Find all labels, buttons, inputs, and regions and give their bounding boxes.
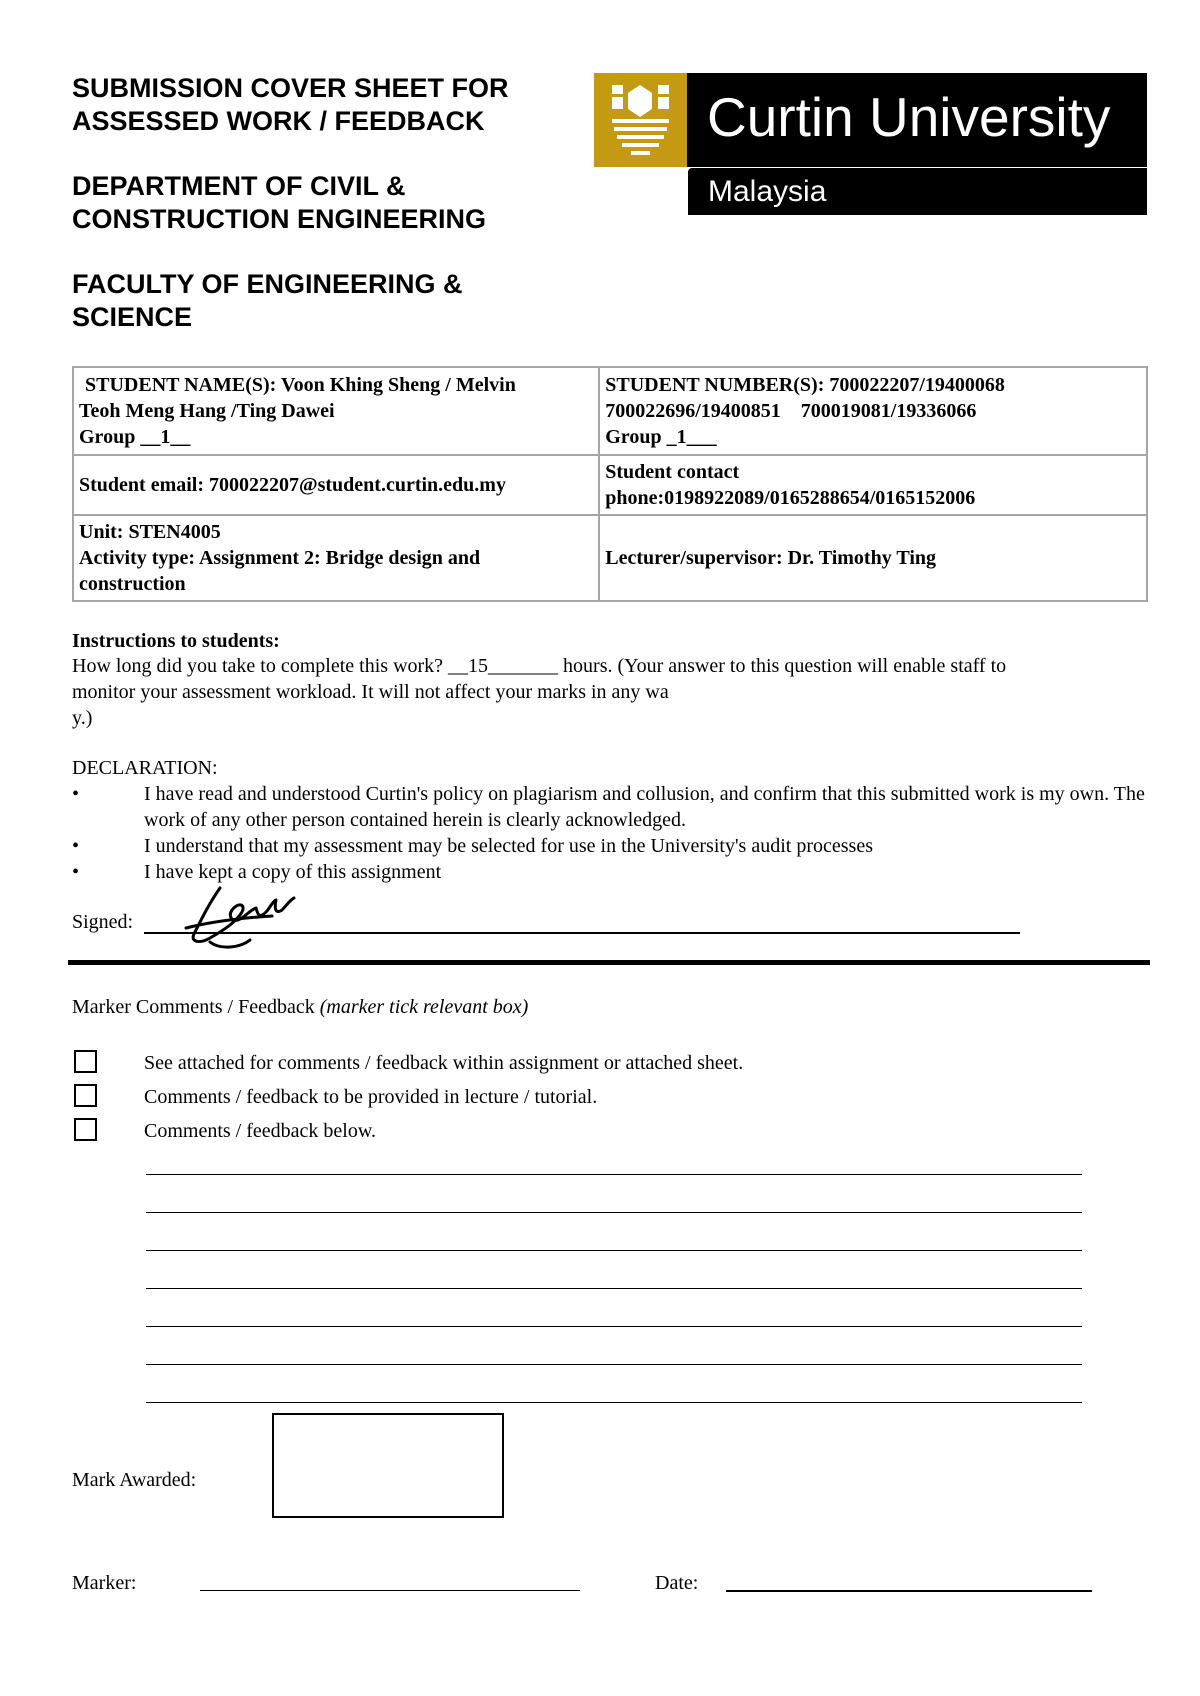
instructions-line-2: monitor your assessment workload. It will not affect your marks in any wa bbox=[72, 681, 669, 703]
department-heading bbox=[72, 170, 486, 236]
bullet-icon: • bbox=[72, 835, 80, 857]
instructions-line-1: How long did you take to complete this work? __15_______ hours. (Your answer to this question will enable staff to bbox=[72, 655, 1007, 677]
department-line-2: CONSTRUCTION ENGINEERING bbox=[72, 204, 487, 234]
faculty-line-1: FACULTY OF ENGINEERING & bbox=[72, 269, 463, 299]
declaration-text: I have kept a copy of this assignment bbox=[144, 861, 442, 883]
feedback-writing-line[interactable] bbox=[146, 1402, 1082, 1403]
title-line-2: ASSESSED WORK / FEEDBACK bbox=[72, 106, 485, 136]
student-contact-cell bbox=[599, 455, 1147, 515]
feedback-writing-line[interactable] bbox=[146, 1288, 1082, 1289]
logo-name-block bbox=[687, 73, 1147, 167]
department-line-1: DEPARTMENT OF CIVIL & bbox=[72, 171, 406, 201]
feedback-writing-line[interactable] bbox=[146, 1212, 1082, 1213]
checkbox[interactable] bbox=[74, 1084, 97, 1107]
logo-university-name: Curtin University bbox=[707, 86, 1111, 148]
student-email: Student email: 700022207@student.curtin.edu.my bbox=[79, 474, 506, 496]
student-names-cell bbox=[73, 367, 599, 455]
signature-image bbox=[180, 882, 300, 954]
marker-comments-title: Marker Comments / Feedback bbox=[72, 996, 315, 1018]
declaration-title: DECLARATION: bbox=[72, 757, 218, 779]
instructions-title: Instructions to students: bbox=[72, 630, 280, 652]
table-row bbox=[73, 515, 1147, 601]
group-left: Group __1__ bbox=[79, 426, 191, 448]
marker-label: Marker: bbox=[72, 1572, 137, 1594]
lecturer-cell bbox=[599, 515, 1147, 601]
contact-line-2: phone:0198922089/0165288654/0165152006 bbox=[605, 487, 976, 509]
crest-graphic bbox=[594, 73, 687, 167]
contact-line-1: Student contact bbox=[605, 461, 740, 483]
unit-activity-cell bbox=[73, 515, 599, 601]
marker-comments-label bbox=[72, 994, 528, 1020]
table-row bbox=[73, 455, 1147, 515]
feedback-writing-line[interactable] bbox=[146, 1326, 1082, 1327]
feedback-option-label: Comments / feedback to be provided in lecture / tutorial. bbox=[144, 1086, 598, 1108]
feedback-writing-line[interactable] bbox=[146, 1364, 1082, 1365]
date-line[interactable] bbox=[726, 1590, 1092, 1592]
bullet-icon: • bbox=[72, 861, 80, 883]
student-numbers-line-2: 700022696/19400851 700019081/19336066 bbox=[605, 400, 977, 422]
mark-awarded-box[interactable] bbox=[272, 1413, 504, 1518]
section-divider bbox=[68, 960, 1150, 965]
title-line-1: SUBMISSION COVER SHEET FOR bbox=[72, 73, 509, 103]
group-right: Group _1___ bbox=[605, 426, 717, 448]
checkbox[interactable] bbox=[74, 1118, 97, 1141]
marker-comments-hint: (marker tick relevant box) bbox=[319, 996, 529, 1018]
faculty-line-2: SCIENCE bbox=[72, 302, 193, 332]
student-email-cell bbox=[73, 455, 599, 515]
bullet-icon: • bbox=[72, 783, 80, 805]
table-row bbox=[73, 367, 1147, 455]
feedback-writing-line[interactable] bbox=[146, 1174, 1082, 1175]
student-numbers-line-1: STUDENT NUMBER(S): 700022207/19400068 bbox=[605, 374, 1005, 396]
logo-campus-name: Malaysia bbox=[708, 175, 827, 208]
feedback-option-label: Comments / feedback below. bbox=[144, 1120, 376, 1142]
student-names-line-2: Teoh Meng Hang /Ting Dawei bbox=[79, 400, 335, 422]
logo-campus-block bbox=[688, 168, 1147, 215]
date-label: Date: bbox=[655, 1572, 699, 1594]
faculty-heading bbox=[72, 268, 463, 334]
declaration-text: I have read and understood Curtin's policy on plagiarism and collusion, and confirm that this submitted work is my own. The work of any other person contained herein is clearly acknowledged. bbox=[144, 783, 1145, 831]
student-numbers-cell bbox=[599, 367, 1147, 455]
signed-label: Signed: bbox=[72, 911, 134, 933]
lecturer-name: Lecturer/supervisor: Dr. Timothy Ting bbox=[605, 547, 937, 569]
mark-awarded-label: Mark Awarded: bbox=[72, 1469, 197, 1491]
cover-sheet-title bbox=[72, 72, 509, 138]
instructions-line-3: y.) bbox=[72, 707, 93, 729]
marker-name-line[interactable] bbox=[200, 1590, 580, 1591]
feedback-writing-line[interactable] bbox=[146, 1250, 1082, 1251]
student-names-line-1: STUDENT NAME(S): Voon Khing Sheng / Melvin bbox=[85, 374, 516, 396]
feedback-option-label: See attached for comments / feedback within assignment or attached sheet. bbox=[144, 1052, 744, 1074]
activity-line-1: Activity type: Assignment 2: Bridge design and bbox=[79, 547, 481, 569]
activity-line-2: construction bbox=[79, 573, 186, 595]
declaration-text: I understand that my assessment may be selected for use in the University's audit processes bbox=[144, 835, 873, 857]
checkbox[interactable] bbox=[74, 1050, 97, 1073]
student-info-table bbox=[72, 366, 1148, 602]
curtin-crest-icon bbox=[594, 73, 687, 167]
unit-code: Unit: STEN4005 bbox=[79, 521, 221, 543]
instructions-body bbox=[72, 653, 1152, 731]
